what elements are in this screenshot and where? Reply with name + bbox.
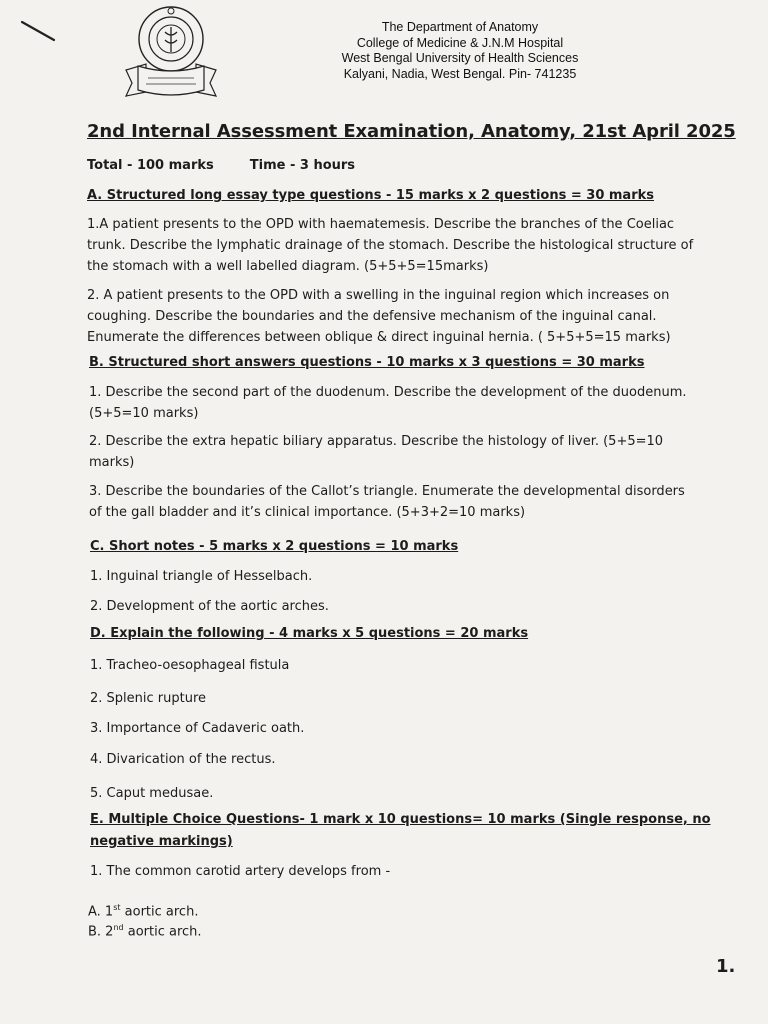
section-b-question-3 (89, 481, 729, 523)
question-line: Enumerate the differences between oblique & direct inguinal hernia. ( 5+5+5=15 marks) (87, 330, 671, 345)
mcq-option-b (88, 917, 728, 942)
section-d-item: 2. Splenic rupture (90, 691, 207, 706)
option-prefix: B. 2 (88, 924, 114, 940)
section-a-question-1 (87, 214, 727, 277)
section-e-heading: E. Multiple Choice Questions- 1 mark x 10 questions= 10 marks (Single response, no (90, 812, 711, 827)
section-d-item: 5. Caput medusae. (90, 786, 214, 801)
exam-title: 2nd Internal Assessment Examination, Anatomy, 21st April 2025 (87, 121, 736, 142)
question-line: 2. A patient presents to the OPD with a swelling in the inguinal region which increases on (87, 288, 670, 303)
question-line: coughing. Describe the boundaries and the defensive mechanism of the inguinal canal. (87, 309, 657, 324)
section-d-heading: D. Explain the following - 4 marks x 5 questions = 20 marks (90, 626, 529, 641)
institution-address (300, 20, 620, 82)
question-line: 3. Describe the boundaries of the Callot’s triangle. Enumerate the developmental disorders (89, 484, 685, 499)
section-c-heading: C. Short notes - 5 marks x 2 questions = 10 marks (90, 539, 459, 554)
ordinal-suffix: nd (113, 923, 124, 932)
exam-meta (87, 158, 355, 173)
pen-stroke-mark (20, 18, 56, 44)
section-b-heading: B. Structured short answers questions - 10 marks x 3 questions = 30 marks (89, 355, 645, 370)
institution-line: Kalyani, Nadia, West Bengal. Pin- 741235 (343, 66, 577, 81)
section-e-heading-continued: negative markings) (90, 834, 233, 849)
ordinal-suffix: st (113, 903, 121, 912)
section-d-item: 1. Tracheo-oesophageal fistula (90, 658, 290, 673)
section-c-item: 1. Inguinal triangle of Hesselbach. (90, 569, 313, 584)
question-line: the stomach with a well labelled diagram. (5+5+5=15marks) (87, 259, 489, 274)
institution-line: College of Medicine & J.N.M Hospital (356, 35, 564, 50)
institution-line: West Bengal University of Health Sciences (341, 51, 579, 65)
section-a-heading: A. Structured long essay type questions - 15 marks x 2 questions = 30 marks (87, 188, 654, 203)
mcq-question: 1. The common carotid artery develops from - (90, 864, 391, 879)
institution-line: The Department of Anatomy (381, 20, 539, 34)
question-line: (5+5=10 marks) (89, 406, 199, 421)
question-line: trunk. Describe the lymphatic drainage of the stomach. Describe the histological structure of (87, 238, 694, 253)
total-marks: Total - 100 marks (87, 158, 214, 173)
exam-duration: Time - 3 hours (249, 158, 356, 173)
section-d-item: 4. Divarication of the rectus. (90, 752, 276, 767)
section-c-item: 2. Development of the aortic arches. (90, 599, 329, 614)
question-line: 2. Describe the extra hepatic biliary apparatus. Describe the histology of liver. (5+5=10 (89, 434, 664, 449)
section-a-question-2 (87, 285, 727, 348)
college-logo (96, 4, 246, 104)
section-b-question-1 (89, 382, 729, 424)
question-line: marks) (89, 455, 135, 470)
section-b-question-2 (89, 431, 729, 473)
question-line: of the gall bladder and it’s clinical importance. (5+3+2=10 marks) (89, 505, 526, 520)
option-prefix: A. 1 (88, 904, 114, 920)
option-text: aortic arch. (120, 904, 199, 920)
question-line: 1.A patient presents to the OPD with haematemesis. Describe the branches of the Coeliac (87, 217, 675, 232)
page-number: 1. (716, 956, 736, 977)
section-d-item: 3. Importance of Cadaveric oath. (90, 721, 305, 736)
option-text: aortic arch. (123, 924, 202, 940)
question-line: 1. Describe the second part of the duodenum. Describe the development of the duodenum. (89, 385, 687, 400)
